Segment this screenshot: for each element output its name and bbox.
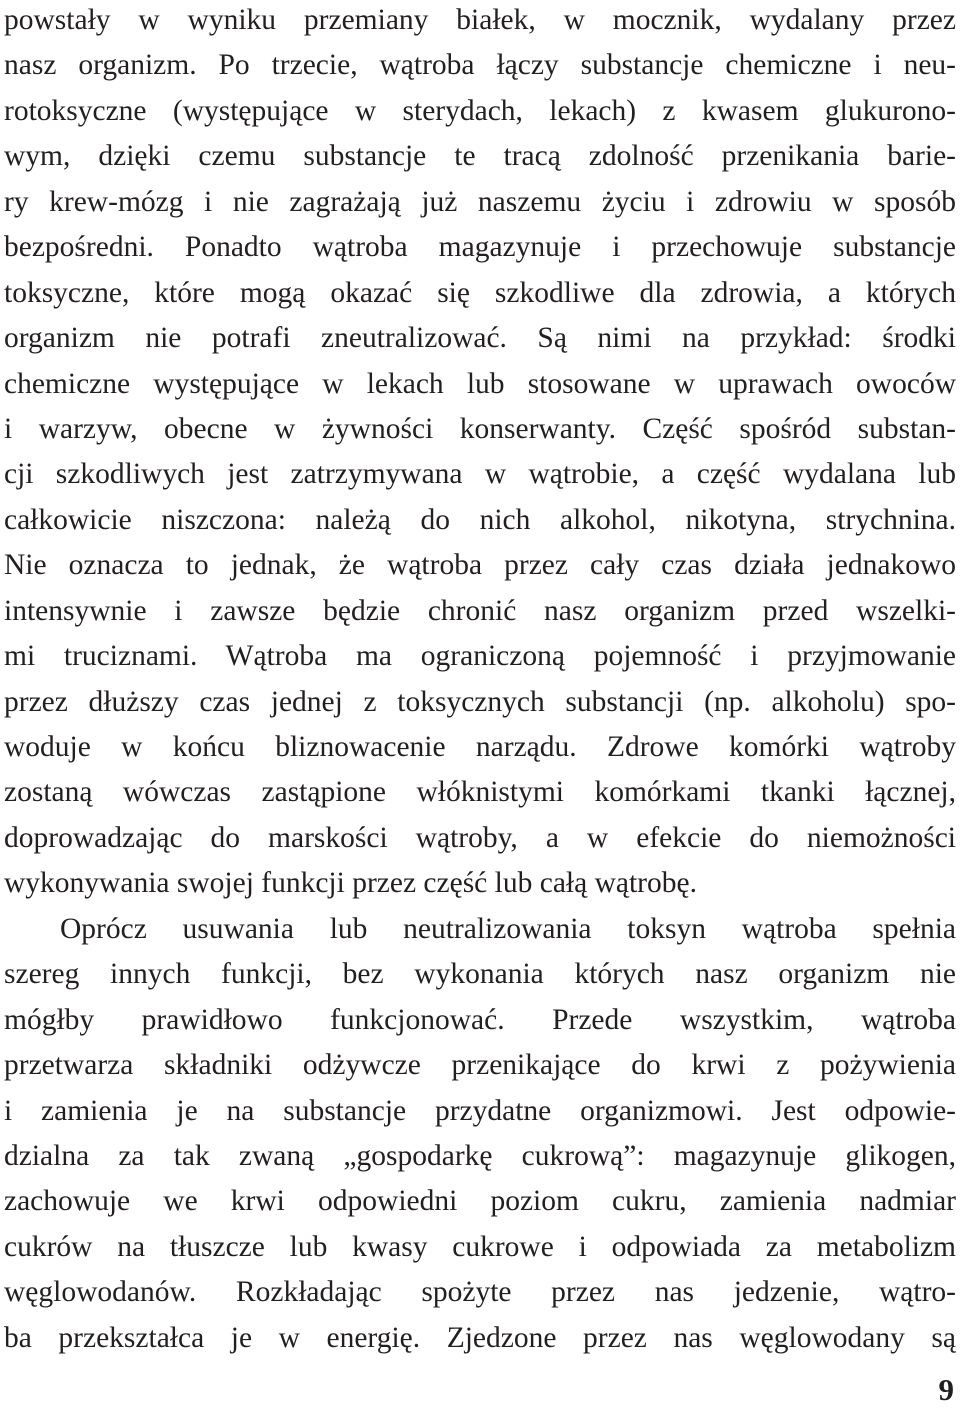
text-line: intensywnie i zawsze będzie chronić nasz organizm przed wszelki- [4,594,956,627]
text-line: Nie oznacza to jednak, że wątroba przez cały czas działa jednakowo [4,549,956,582]
text-line: cukrów na tłuszcze lub kwasy cukrowe i odpowiada za metabolizm [4,1230,956,1263]
text-line: przez dłuższy czas jednej z toksycznych substancji (np. alkoholu) spo- [4,685,956,718]
text-line: bezpośredni. Ponadto wątroba magazynuje i przechowuje substancje [4,231,956,264]
text-line: i zamienia je na substancje przydatne organizmowi. Jest odpowie- [4,1094,956,1127]
text-line: wym, dzięki czemu substancje te tracą zdolność przenikania barie- [4,140,956,173]
text-line: cji szkodliwych jest zatrzymywana w wątrobie, a część wydalana lub [4,458,956,491]
text-line: dzialna za tak zwaną „gospodarkę cukrową”: magazynuje glikogen, [4,1139,956,1172]
text-line: mi truciznami. Wątroba ma ograniczoną pojemność i przyjmowanie [4,640,956,673]
page-number: 9 [938,1372,954,1407]
text-line: zachowuje we krwi odpowiedni poziom cukru, zamienia nadmiar [4,1185,956,1218]
text-line: chemiczne występujące w lekach lub stosowane w uprawach owoców [4,367,956,400]
text-line-paragraph-start: Oprócz usuwania lub neutralizowania toksyn wątroba spełnia [60,912,956,945]
text-line-paragraph-end: wykonywania swojej funkcji przez część lub całą wątrobę. [4,867,697,900]
text-line: mógłby prawidłowo funkcjonować. Przede wszystkim, wątroba [4,1003,956,1036]
text-line: nasz organizm. Po trzecie, wątroba łączy substancje chemiczne i neu- [4,49,956,82]
text-line: rotoksyczne (występujące w sterydach, lekach) z kwasem glukurono- [4,94,956,127]
text-line: powstały w wyniku przemiany białek, w mocznik, wydalany przez [4,4,956,36]
text-line: szereg innych funkcji, bez wykonania których nasz organizm nie [4,958,956,991]
text-line: węglowodanów. Rozkładając spożyte przez nas jedzenie, wątro- [4,1276,956,1309]
text-line: woduje w końcu bliznowacenie narządu. Zdrowe komórki wątroby [4,731,956,763]
text-line: całkowicie niszczona: należą do nich alkohol, nikotyna, strychnina. [4,503,956,536]
text-line: ba przekształca je w energię. Zjedzone przez nas węglowodany są [4,1321,956,1354]
text-line: i warzyw, obecne w żywności konserwanty. Część spośród substan- [4,412,956,445]
text-line: przetwarza składniki odżywcze przenikające do krwi z pożywienia [4,1049,956,1082]
text-line: organizm nie potrafi zneutralizować. Są nimi na przykład: środki [4,322,956,355]
body-text [4,0,956,1361]
text-line: doprowadzając do marskości wątroby, a w efekcie do niemożności [4,821,956,854]
text-line: toksyczne, które mogą okazać się szkodliwe dla zdrowia, a których [4,276,956,309]
text-line: ry krew-mózg i nie zagrażają już naszemu życiu i zdrowiu w sposób [4,185,956,218]
text-line: zostaną wówczas zastąpione włóknistymi komórkami tkanki łącznej, [4,776,956,809]
